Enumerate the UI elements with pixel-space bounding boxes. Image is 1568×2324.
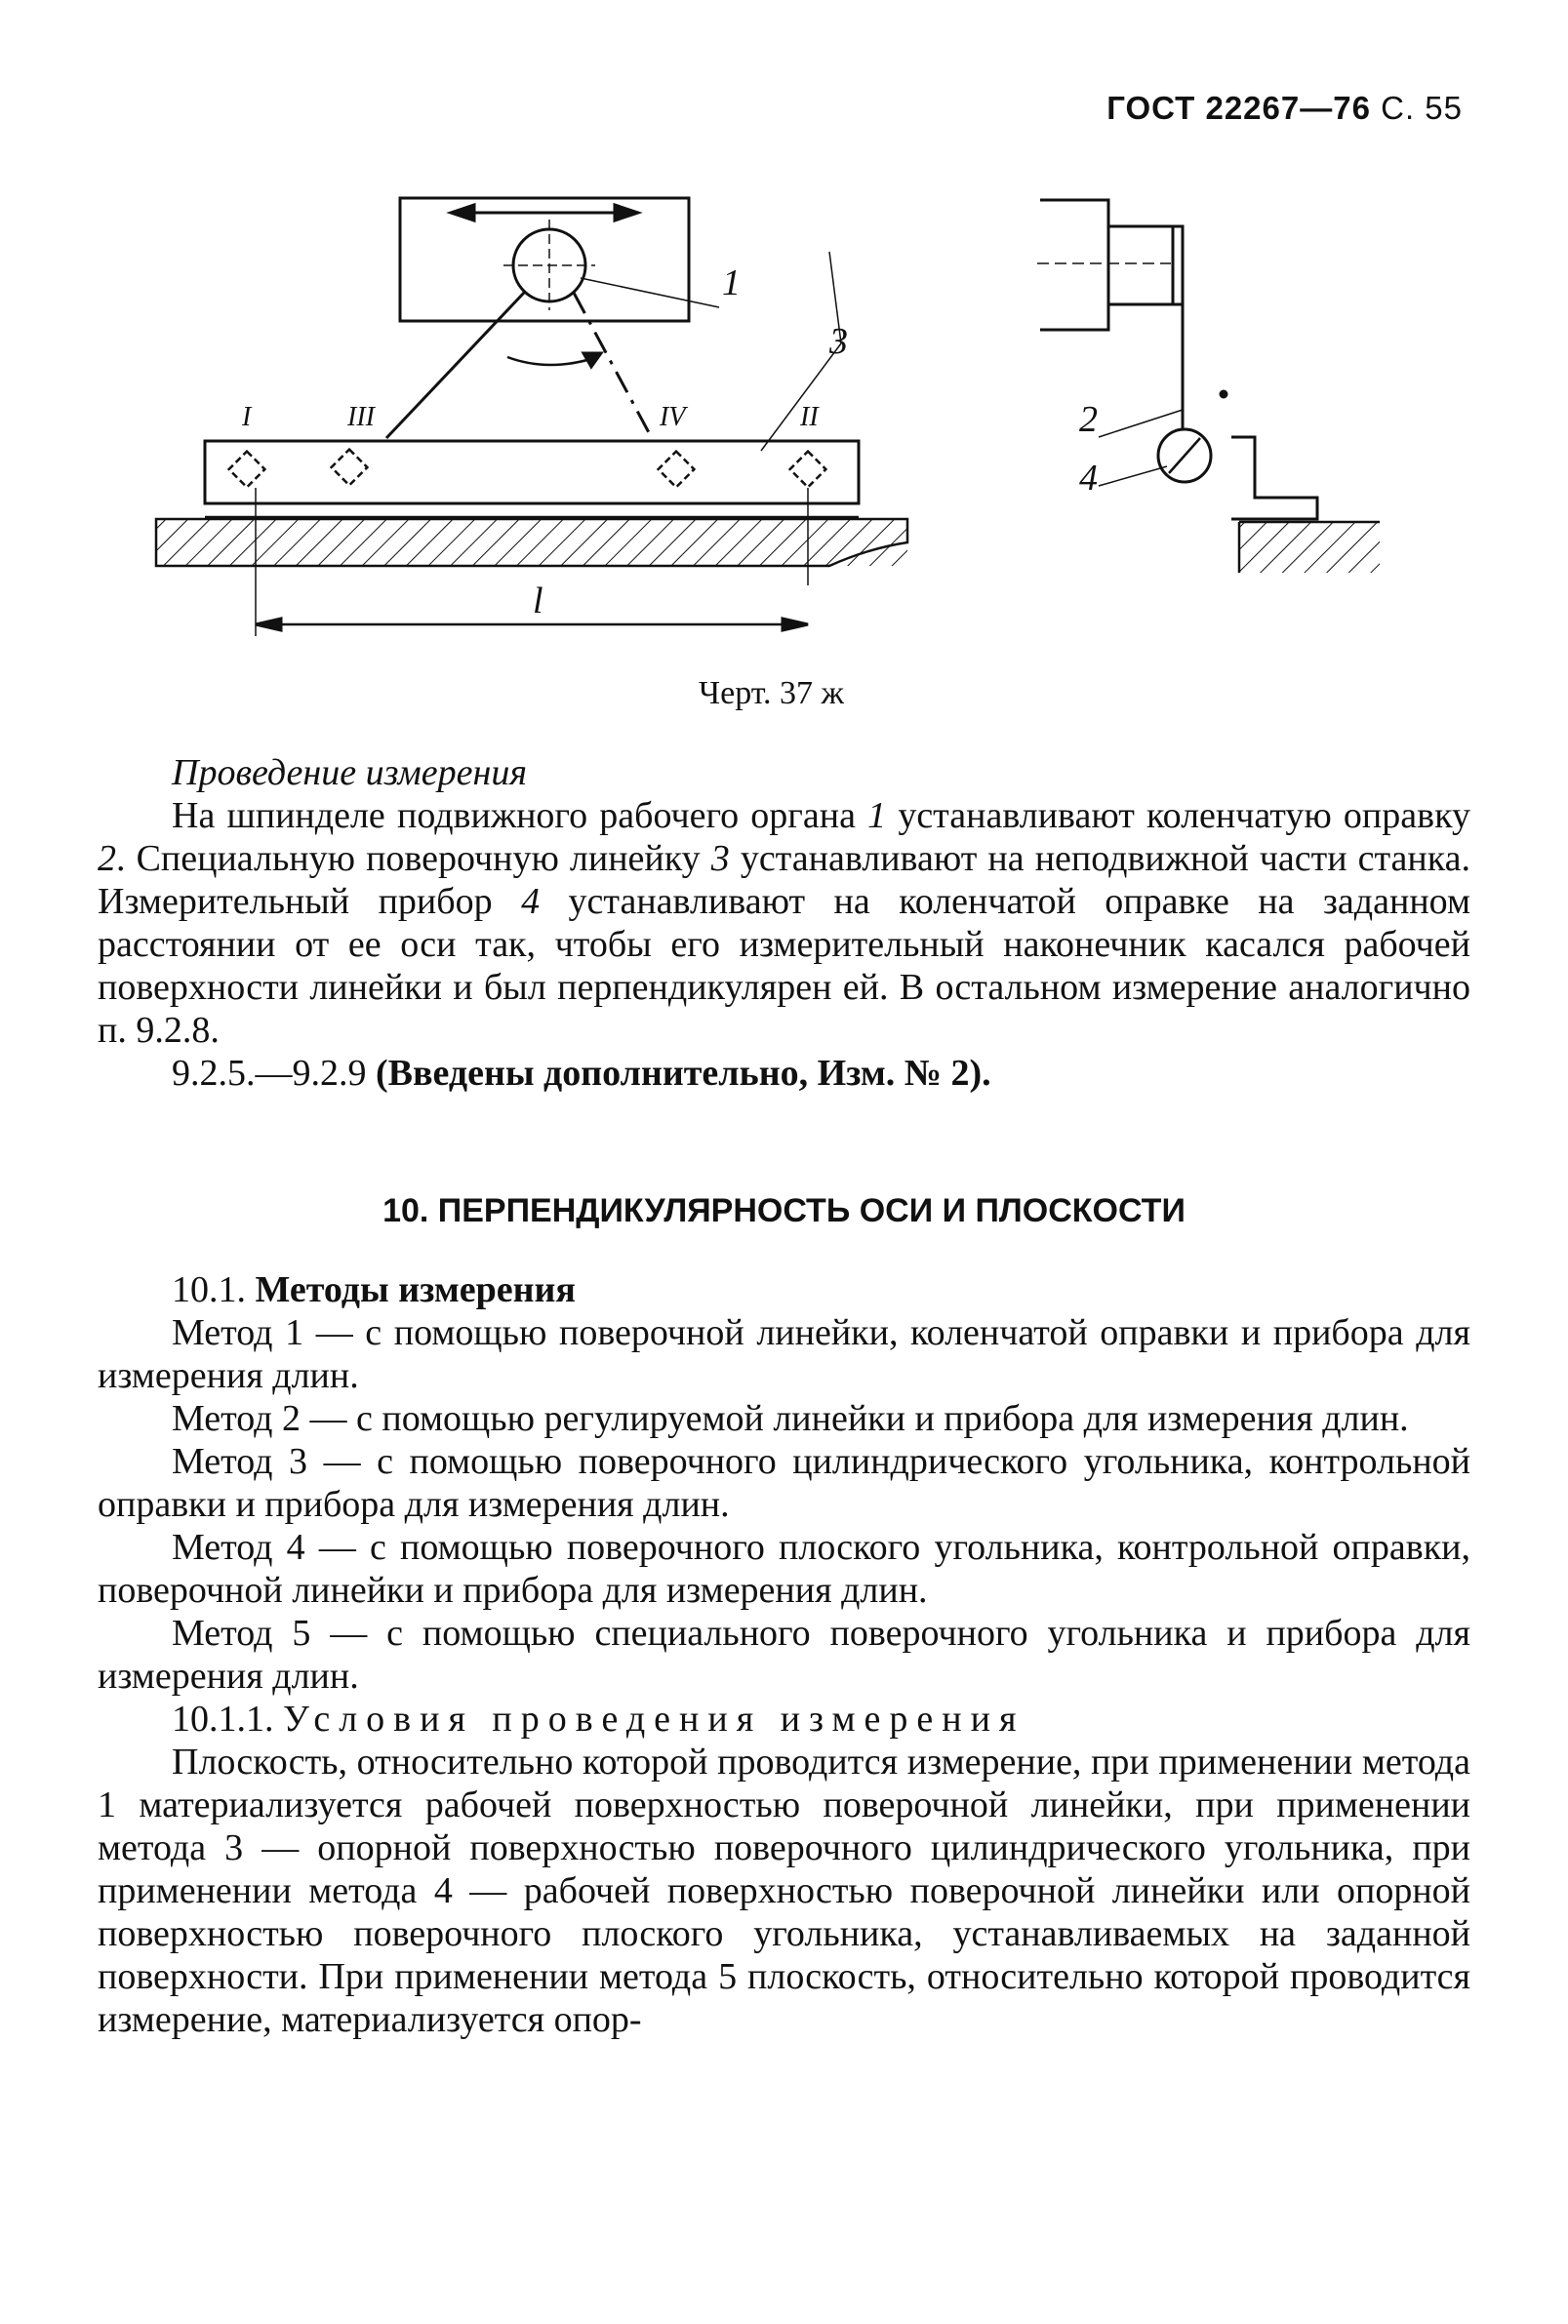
label-2: 2 [1079,399,1098,440]
label-3: 3 [829,321,848,362]
label-pos-iii: III [347,402,375,432]
drawing-37zh [0,0,1568,741]
measure-positions [229,450,826,488]
angle-square [1231,437,1317,519]
method-item: Метод 1 — с помощью поверочной линейки, коленчатой оправки и прибора для измерения длин. [98,1312,1470,1396]
label-pos-iv: IV [660,402,686,432]
conditions-paragraph: Плоскость, относительно которой проводится измерение, при применении метода 1 материализуется рабочей поверхностью поверочной линейки, при применении метода 3 — опорной поверхностью поверочного цилиндрического угольника, при применении метода 4 — рабочей поверхностью поверочной линейки или опорной поверхностью поверочного плоского угольника, устанавливаемых на заданной поверхности. При применении метода 5 плоскость, относительно которой проводится измерение, материализуется опор- [98,1742,1470,2040]
label-1: 1 [722,262,741,303]
arrow-head-left [451,205,474,220]
section-title: 10. ПЕРПЕНДИКУЛЯРНОСТЬ ОСИ И ПЛОСКОСТИ [382,1192,1186,1229]
amendment-note: 9.2.5.—9.2.9 (Введены дополнительно, Изм. № 2). [172,1053,991,1094]
base-hatch-right [1239,522,1380,573]
arrow-head-right [615,205,638,220]
measurement-heading: Проведение измерения [172,752,528,793]
spindle-side [1040,200,1108,330]
method-item: Метод 2 — с помощью регулируемой линейки и прибора для измерения длин. [172,1398,1409,1439]
page-number: С. 55 [1381,90,1463,126]
standard-number: ГОСТ 22267—76 [1106,90,1371,126]
method-item: Метод 3 — с помощью поверочного цилиндрического угольника, контрольной оправки и прибора для измерения длин. [98,1441,1470,1525]
label-pos-ii: II [800,402,819,432]
base-hatch-left [156,519,907,566]
label-dimension: l [533,581,543,621]
arbor-block [1108,226,1173,304]
label-pos-i: I [242,402,252,432]
methods-heading: 10.1. Методы измерения [172,1269,576,1310]
leader-4 [1099,466,1167,486]
method-item: Метод 5 — с помощью специального поверочного угольника и прибора для измерения длин. [98,1613,1470,1697]
figure-caption: Черт. 37 ж [699,675,845,711]
methods-block [98,1268,1470,2041]
left-drawing [205,198,859,636]
measurement-paragraph: На шпинделе подвижного рабочего органа 1 устанавливают коленчатую оправку 2. Специальную поверочную линейку 3 устанавливают на неподвижной части станка. Измерительный прибор 4 устанавливают на коленчатой оправке на заданном расстоянии от ее оси так, чтобы его измерительный наконечник касался рабочей поверхности линейки и был перпендикулярен ей. В остальном измерение аналогично п. 9.2.8. [98,795,1470,1051]
label-4: 4 [1079,458,1098,499]
arm-solid [386,293,524,438]
rotation-arrow [507,357,597,365]
leader-1 [581,278,719,307]
method-item: Метод 4 — с помощью поверочного плоского угольника, контрольной оправки, поверочной линейки и прибора для измерения длин. [98,1527,1470,1611]
conditions-heading: 10.1.1. Условия проведения измерения [172,1699,1025,1740]
arm-dashed [574,293,652,438]
measurement-block [98,751,1470,1095]
